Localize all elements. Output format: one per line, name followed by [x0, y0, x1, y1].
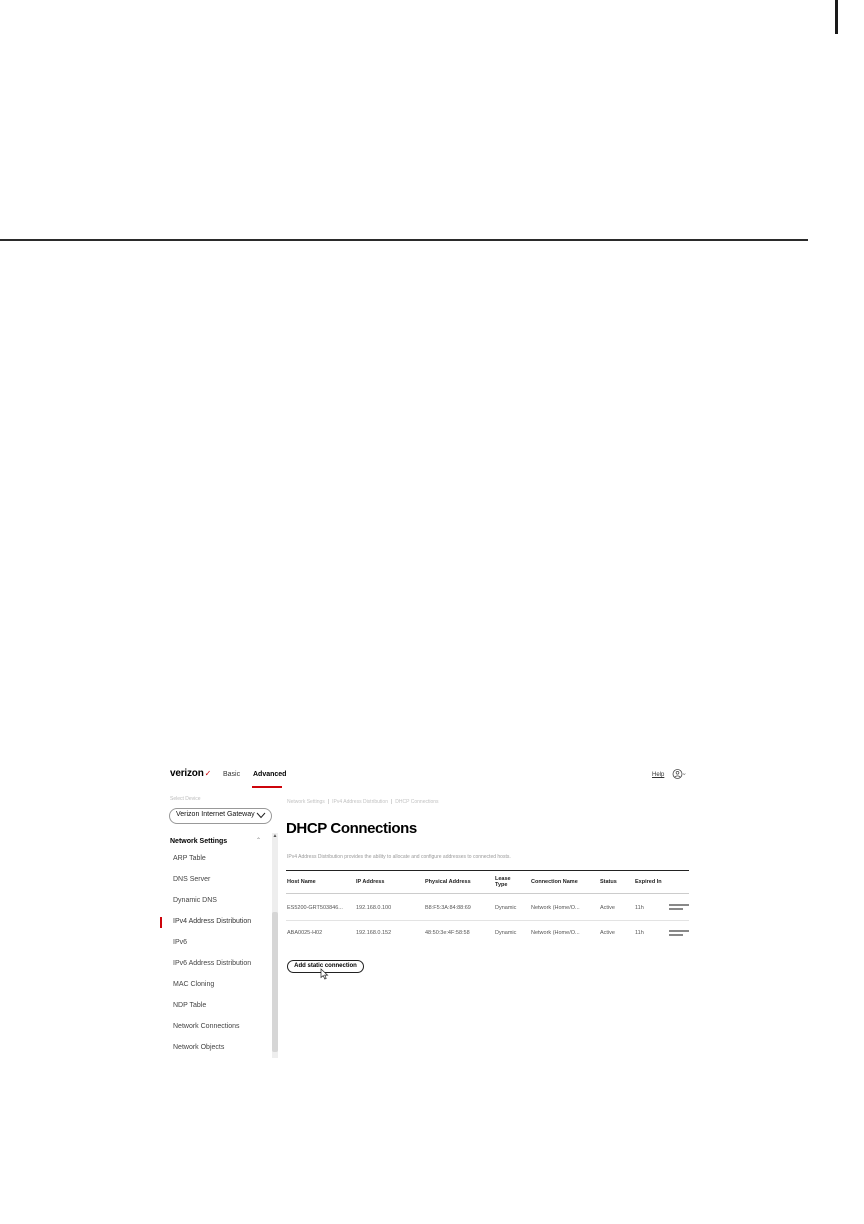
device-select[interactable]: [169, 808, 272, 824]
table-cell-connection-name: Network (Home/O...: [531, 930, 580, 936]
table-cell-expired-in: 11h: [635, 905, 644, 911]
sidebar-item-label: ARP Table: [173, 855, 206, 862]
sidebar-item-ipv6-address-distribution[interactable]: [160, 959, 272, 980]
column-header-ip-address[interactable]: IP Address: [356, 879, 385, 885]
table-cell-host-name: ES5200-GRT503846...: [287, 905, 343, 911]
sidebar-item-label: IPv6 Address Distribution: [173, 960, 252, 967]
select-device-label: Select Device: [170, 796, 201, 802]
sidebar-item-label: DNS Server: [173, 876, 211, 883]
row-action-line: [669, 908, 683, 910]
table-cell-ip-address: 192.168.0.152: [356, 930, 392, 936]
active-item-marker: [160, 917, 162, 928]
active-tab-indicator: [252, 786, 282, 788]
table-cell-status: Active: [600, 905, 615, 911]
sidebar-item-arp-table[interactable]: [160, 854, 272, 875]
sidebar-list: [160, 854, 272, 1058]
tab-advanced[interactable]: Advanced: [253, 771, 287, 778]
tab-basic[interactable]: Basic: [223, 771, 241, 778]
scroll-up-arrow-icon[interactable]: ▲: [272, 833, 278, 839]
sidebar-item-label: MAC Cloning: [173, 981, 215, 988]
sidebar-item-ipv4-address-distribution[interactable]: [160, 917, 272, 938]
table-cell-connection-name: Network (Home/O...: [531, 905, 580, 911]
sidebar-item-network-connections[interactable]: [160, 1022, 272, 1043]
breadcrumb: [287, 799, 439, 805]
table-cell-expired-in: 11h: [635, 930, 644, 936]
user-account-icon[interactable]: [672, 768, 686, 780]
page-description: IPv4 Address Distribution provides the ability to allocate and configure addresses to connected hosts.: [287, 854, 511, 860]
row-action-line: [669, 904, 689, 906]
mouse-pointer-icon: [320, 968, 329, 980]
sidebar-item-label: Network Objects: [173, 1044, 225, 1051]
device-select-value: Verizon Internet Gateway: [176, 811, 255, 818]
sidebar-item-ipv6[interactable]: [160, 938, 272, 959]
breadcrumb-item: DHCP Connections: [395, 799, 439, 805]
sidebar-section-network-settings[interactable]: Network Settings: [170, 838, 228, 845]
sidebar-item-label: Network Connections: [173, 1023, 240, 1030]
table-row-rule: [286, 920, 689, 921]
sidebar-item-label: IPv6: [173, 939, 188, 946]
column-header-connection-name[interactable]: Connection Name: [531, 879, 578, 885]
row-action-icon[interactable]: [669, 928, 689, 938]
sidebar-scrollbar-thumb[interactable]: [272, 912, 278, 1052]
logo-check-icon: ✓: [204, 769, 212, 778]
column-header-lease-type[interactable]: Lease Type: [495, 876, 511, 888]
table-cell-lease-type: Dynamic: [495, 905, 517, 911]
table-cell-host-name: ABA0025-H02: [287, 930, 323, 936]
page-divider: [0, 239, 808, 241]
chevron-up-icon: ⌃: [256, 838, 262, 844]
column-header-host-name[interactable]: Host Name: [287, 879, 316, 885]
row-action-icon[interactable]: [669, 902, 689, 912]
column-header-physical-address[interactable]: Physical Address: [425, 879, 471, 885]
sidebar-item-ndp-table[interactable]: [160, 1001, 272, 1022]
sidebar-item-label: NDP Table: [173, 1002, 207, 1009]
table-cell-physical-address: 48:50:3e:4F:58:58: [425, 930, 470, 936]
column-header-expired-in[interactable]: Expired In: [635, 879, 662, 885]
help-link[interactable]: Help: [652, 772, 665, 778]
sidebar-item-label: IPv4 Address Distribution: [173, 918, 252, 925]
logo-text: verizon: [170, 768, 204, 779]
chevron-down-icon: [256, 812, 266, 819]
table-header-rule: [286, 893, 689, 894]
table-top-rule: [286, 870, 689, 871]
row-action-line: [669, 930, 689, 932]
breadcrumb-item[interactable]: IPv4 Address Distribution: [332, 799, 388, 805]
column-header-status[interactable]: Status: [600, 879, 617, 885]
sidebar-item-dns-server[interactable]: [160, 875, 272, 896]
breadcrumb-item[interactable]: Network Settings: [287, 799, 325, 805]
breadcrumb-separator: |: [390, 799, 393, 805]
table-cell-lease-type: Dynamic: [495, 930, 517, 936]
breadcrumb-separator: |: [327, 799, 330, 805]
table-cell-ip-address: 192.168.0.100: [356, 905, 392, 911]
verizon-logo[interactable]: [170, 768, 211, 779]
sidebar-item-mac-cloning[interactable]: [160, 980, 272, 1001]
sidebar-item-label: Dynamic DNS: [173, 897, 217, 904]
row-action-line: [669, 934, 683, 936]
table-cell-physical-address: B8:F5:3A:84:88:69: [425, 905, 471, 911]
add-static-connection-button[interactable]: Add static connection: [287, 960, 364, 973]
sidebar-item-network-objects[interactable]: [160, 1043, 272, 1058]
sidebar: [160, 792, 280, 1058]
page-edge-marker: [835, 0, 838, 34]
screenshot-figure: [160, 762, 692, 1058]
table-cell-status: Active: [600, 930, 615, 936]
sidebar-item-dynamic-dns[interactable]: [160, 896, 272, 917]
page-title: DHCP Connections: [286, 820, 417, 837]
